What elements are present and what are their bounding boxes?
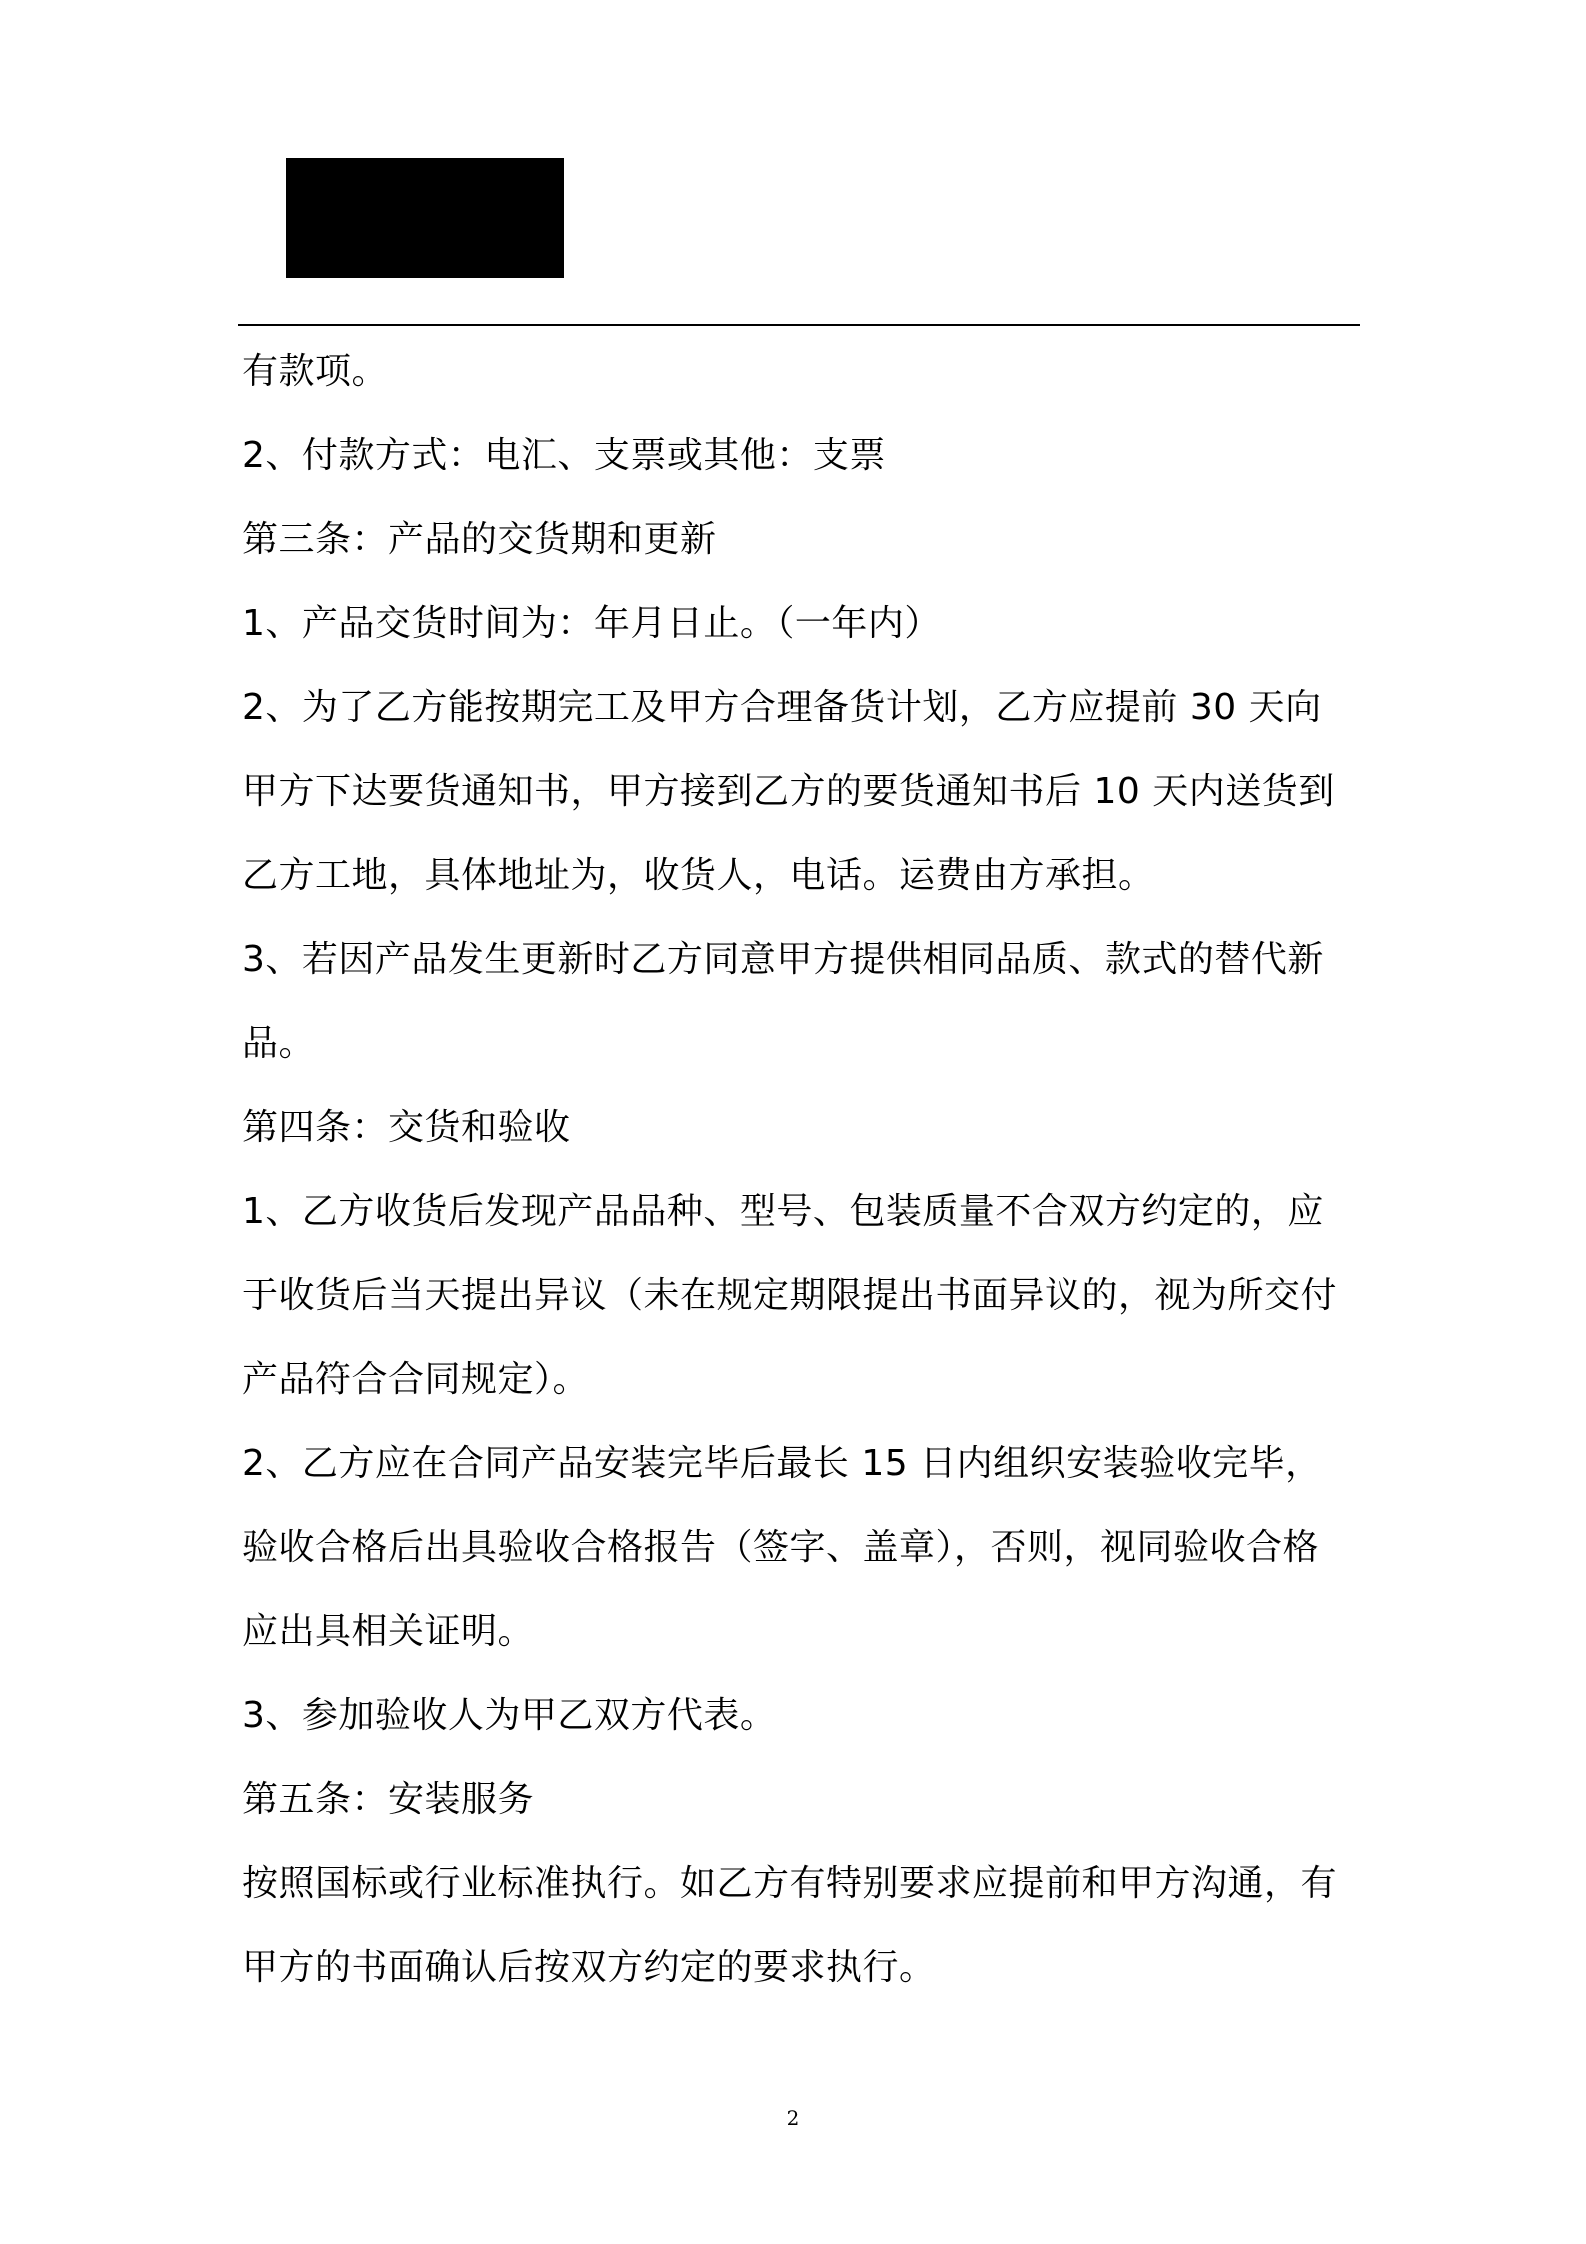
text-line: 2、为了乙方能按期完工及甲方合理备货计划，乙方应提前 30 天向 <box>242 687 1322 728</box>
page-number: 2 <box>786 2106 800 2130</box>
document-body <box>242 330 1362 2010</box>
text-line: 于收货后当天提出异议（未在规定期限提出书面异议的，视为所交付 <box>242 1275 1338 1316</box>
text-line: 2、付款方式：电汇、支票或其他：支票 <box>242 435 886 476</box>
text-line: 甲方下达要货通知书，甲方接到乙方的要货通知书后 10 天内送货到 <box>242 771 1335 812</box>
text-line: 1、产品交货时间为：年月日止。（一年内） <box>242 603 941 644</box>
text-line: 验收合格后出具验收合格报告（签字、盖章），否则，视同验收合格 <box>242 1527 1320 1568</box>
section-heading: 第四条：交货和验收 <box>242 1107 571 1148</box>
text-line: 按照国标或行业标准执行。如乙方有特别要求应提前和甲方沟通，有 <box>242 1863 1338 1904</box>
text-line: 3、参加验收人为甲乙双方代表。 <box>242 1695 777 1736</box>
text-line: 产品符合合同规定）。 <box>242 1359 590 1400</box>
text-line: 应出具相关证明。 <box>242 1611 535 1652</box>
section-heading: 第五条：安装服务 <box>242 1779 535 1820</box>
text-line: 2、乙方应在合同产品安装完毕后最长 15 日内组织安装验收完毕， <box>242 1443 1322 1484</box>
section-heading: 第三条：产品的交货期和更新 <box>242 519 717 560</box>
text-line: 3、若因产品发生更新时乙方同意甲方提供相同品质、款式的替代新 <box>242 939 1324 980</box>
redaction-block <box>286 158 564 278</box>
text-line: 品。 <box>242 1023 316 1064</box>
text-line: 乙方工地，具体地址为，收货人，电话。运费由方承担。 <box>242 855 1155 896</box>
text-line: 甲方的书面确认后按双方约定的要求执行。 <box>242 1947 936 1988</box>
text-line: 1、乙方收货后发现产品品种、型号、包装质量不合双方约定的，应 <box>242 1191 1324 1232</box>
header-rule <box>238 324 1360 326</box>
text-line: 有款项。 <box>242 351 389 392</box>
